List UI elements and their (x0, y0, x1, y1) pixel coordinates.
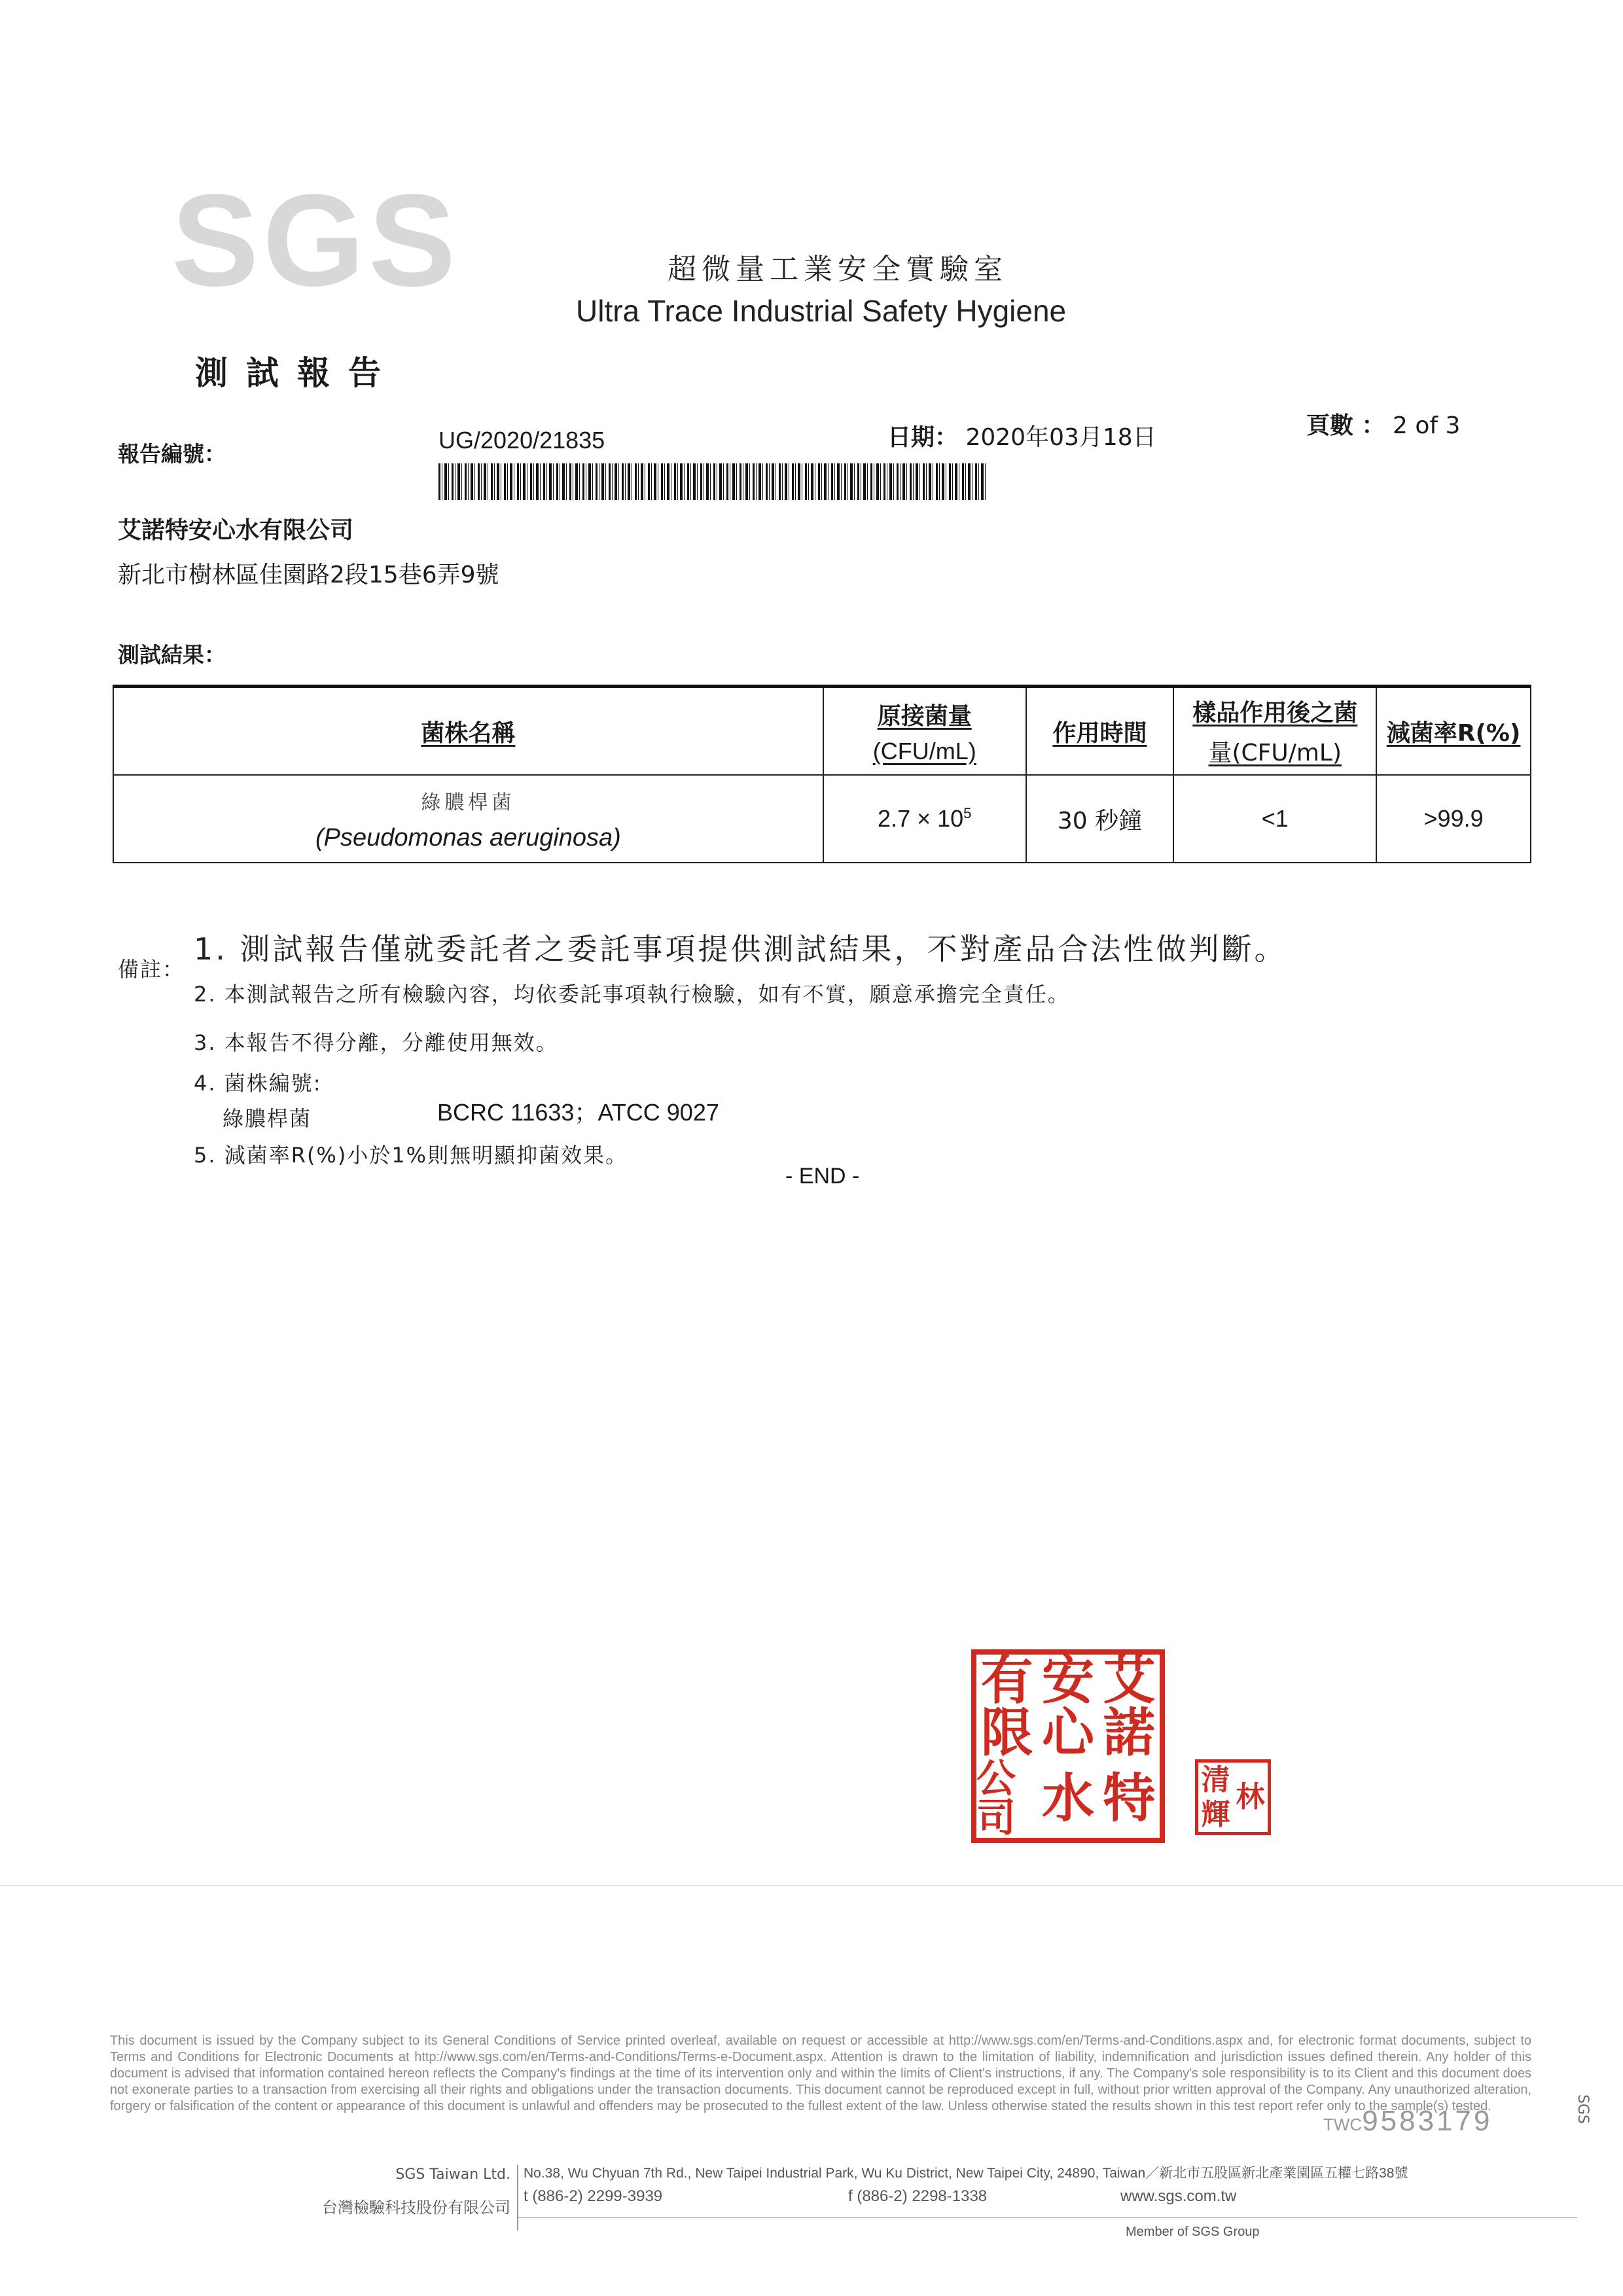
header-time: 作用時間 (1026, 687, 1174, 776)
company-en: SGS Taiwan Ltd. (395, 2166, 510, 2183)
cell-strain (113, 775, 823, 863)
note-4-strain: 綠膿桿菌 (223, 1106, 312, 1131)
client-name: 艾諾特安心水有限公司 (118, 517, 354, 544)
header-strain: 菌株名稱 (113, 687, 823, 776)
page-number (1306, 407, 1460, 440)
footer-underline (517, 2217, 1577, 2218)
cell-after: <1 (1173, 775, 1376, 863)
header-reduction: 減菌率R(%) (1376, 687, 1531, 776)
report-no-label: 報告編號： (118, 441, 226, 467)
header-after: 樣品作用後之菌 量(CFU/mL) (1173, 687, 1376, 776)
footer-disclaimer: This document is issued by the Company subject to its General Conditions of Service printed overleaf, available on request or accessible at http://www.sgs.com/en/Terms-and-Conditions.aspx and, for electronic format documents, subject to Terms and Conditions for Electronic Documents at http://www.sgs.com/en/Terms-and-Conditions/Terms-e-Document.aspx. Attention is drawn to the limitation of liability, indemnification and jurisdiction issues defined therein. Any holder of this document is advised that information contained hereon reflects the Company's findings at the time of its intervention only and within the limits of Client's instructions, if any. The Company's sole responsibility is to its Client and this document does not exonerate parties to a transaction from exercising all their rights and obligations under the transaction documents. This document cannot be reproduced except in full, without prior written approval of the Company. Any unauthorized alteration, forgery or falsification of the content or appearance of this document is unlawful and offenders may be prosecuted to the fullest extent of the law. Unless otherwise stated the results shown in this test report refer only to the sample(s) tested. (110, 2034, 1531, 2113)
results-label: 測試結果： (118, 642, 226, 668)
footer-rule (0, 1885, 1623, 1886)
document-title: 測試報告 (195, 354, 399, 392)
date-value: 2020年03月18日 (965, 424, 1156, 451)
header-inoculum: 原接菌量 (CFU/mL) (823, 687, 1026, 776)
cell-inoculum: $2.7 \times 10^5$ (823, 775, 1026, 863)
table-row (113, 775, 1531, 863)
page-label: 頁數 ： (1306, 412, 1385, 439)
note-4: 4. 菌株編號: (194, 1071, 322, 1096)
footer-divider (517, 2165, 518, 2231)
personal-seal: 林 清 輝 (1195, 1759, 1271, 1835)
report-date (887, 419, 1156, 452)
note-2: 2. 本測試報告之所有檢驗內容，均依委託事項執行檢驗，如有不實，願意承擔完全責任。 (194, 982, 1070, 1007)
page-value: 2 of 3 (1393, 412, 1461, 439)
strain-latin: (Pseudomonas aeruginosa) (315, 823, 621, 852)
client-address: 新北市樹林區佳園路2段15巷6弄9號 (118, 562, 499, 588)
side-code: SGS (1575, 2094, 1591, 2124)
footer-address: No.38, Wu Chyuan 7th Rd., New Taipei Industrial Park, Wu Ku District, New Taipei City, 24890, Taiwan／新北市五股區新北產業園區五權七路38號 (524, 2166, 1408, 2181)
note-3: 3. 本報告不得分離，分離使用無效。 (194, 1030, 558, 1055)
footer-web: www.sgs.com.tw (1120, 2187, 1237, 2205)
sgs-logo: SGS (171, 168, 460, 314)
end-marker: - END - (785, 1164, 860, 1189)
note-4-codes: BCRC 11633；ATCC 9027 (437, 1099, 719, 1126)
lab-name-zh: 超微量工業安全實驗室 (668, 253, 1008, 286)
notes-label: 備註： (118, 957, 185, 982)
report-no: UG/2020/21835 (438, 427, 605, 454)
lab-name-en: Ultra Trace Industrial Safety Hygiene (576, 294, 1067, 328)
date-label: 日期： (887, 424, 959, 451)
report-barcode (438, 463, 987, 500)
footer-tel: t (886-2) 2299-3939 (524, 2187, 663, 2205)
footer-company (249, 2166, 510, 2217)
cell-reduction: >99.9 (1376, 775, 1531, 863)
note-1: 1. 測試報告僅就委託者之委託事項提供測試結果，不對產品合法性做判斷。 (194, 931, 1287, 967)
results-table (113, 685, 1531, 863)
note-5: 5. 減菌率R(%)小於1%則無明顯抑菌效果。 (194, 1143, 628, 1168)
company-seal: 艾 諾 特 安 心 水 有 限 公司 (971, 1649, 1165, 1843)
footer-fax: f (886-2) 2298-1338 (848, 2187, 988, 2205)
cell-time: 30 秒鐘 (1026, 775, 1174, 863)
footer-member: Member of SGS Group (1126, 2225, 1260, 2239)
table-header-row (113, 687, 1531, 776)
twc-serial: TWC9583179 (1323, 2105, 1493, 2137)
company-zh: 台灣檢驗科技股份有限公司 (322, 2198, 510, 2217)
footer-contact (524, 2162, 1531, 2240)
strain-zh: 綠膿桿菌 (421, 791, 516, 814)
